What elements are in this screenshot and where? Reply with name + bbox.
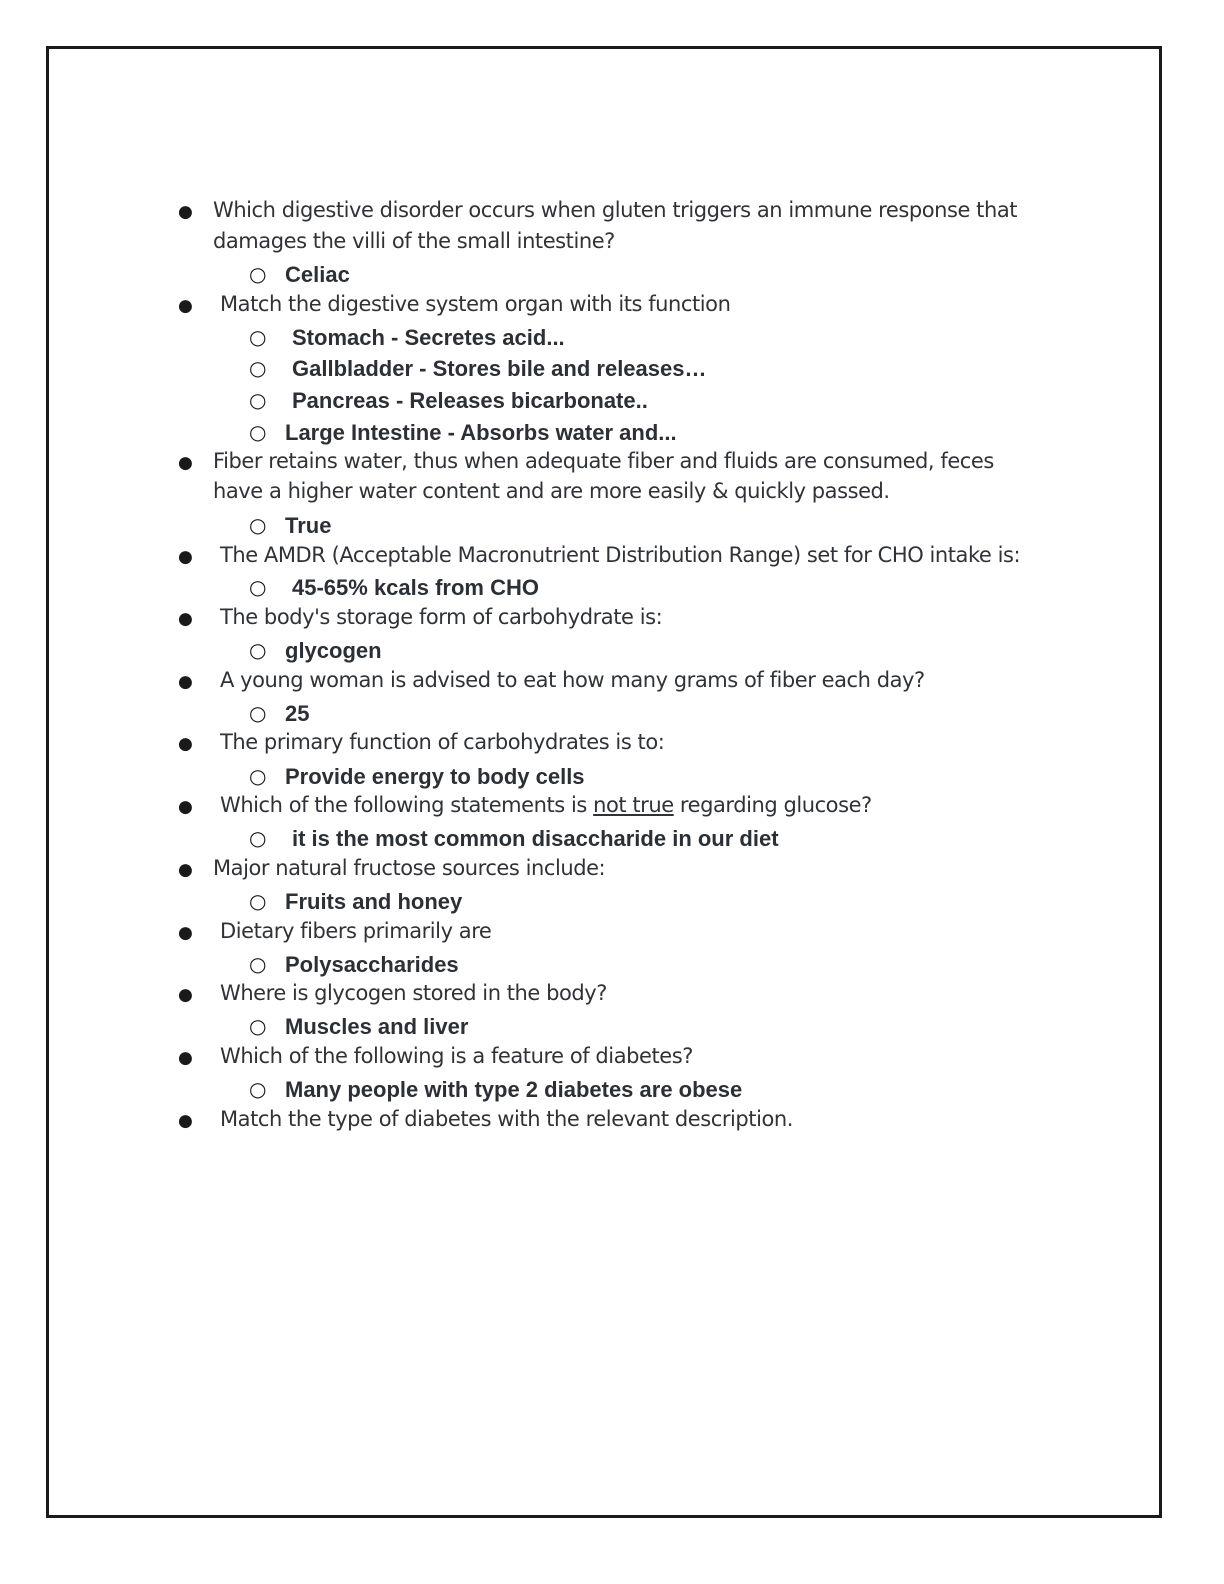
answer-text: Muscles and liver (285, 1014, 469, 1039)
sub-bullet-icon: ○ (249, 764, 267, 788)
answer-text: 25 (285, 701, 310, 726)
bullet-icon: ● (178, 860, 193, 880)
answer-text: Pancreas - Releases bicarbonate.. (292, 388, 648, 413)
bullet-icon: ● (178, 672, 193, 692)
sub-bullet-icon: ○ (249, 420, 267, 444)
question-text: A young woman is advised to eat how many grams of fiber each day? (220, 668, 925, 692)
page-border (46, 46, 1162, 1518)
bullet-icon: ● (178, 734, 193, 754)
answer-text: Polysaccharides (285, 952, 459, 977)
answer-text: Celiac (285, 262, 350, 287)
sub-bullet-icon: ○ (249, 325, 267, 349)
question-text: Dietary fibers primarily are (220, 919, 492, 943)
bullet-icon: ● (178, 296, 193, 316)
answer-text: Provide energy to body cells (285, 764, 585, 789)
question-underlined-text: not true (593, 793, 674, 817)
sub-bullet-icon: ○ (249, 701, 267, 725)
question-text: The primary function of carbohydrates is to: (220, 730, 665, 754)
sub-bullet-icon: ○ (249, 356, 267, 380)
question-text: The AMDR (Acceptable Macronutrient Distribution Range) set for CHO intake is: (220, 543, 1021, 567)
bullet-icon: ● (178, 1048, 193, 1068)
question-text: Match the digestive system organ with its function (220, 292, 731, 316)
sub-bullet-icon: ○ (249, 262, 267, 286)
question-text-continued: damages the villi of the small intestine? (213, 229, 615, 253)
answer-text: True (285, 513, 332, 538)
question-text: Match the type of diabetes with the relevant description. (220, 1107, 793, 1131)
answer-text: Stomach - Secretes acid... (292, 325, 565, 350)
bullet-icon: ● (178, 797, 193, 817)
sub-bullet-icon: ○ (249, 513, 267, 537)
question-text: Which digestive disorder occurs when gluten triggers an immune response that (213, 198, 1018, 222)
question-text-start: Which of the following statements is (220, 793, 594, 817)
sub-bullet-icon: ○ (249, 638, 267, 662)
question-text-continued: have a higher water content and are more easily & quickly passed. (213, 479, 890, 503)
sub-bullet-icon: ○ (249, 826, 267, 850)
answer-text: it is the most common disaccharide in our diet (292, 826, 779, 851)
question-text-end: regarding glucose? (673, 793, 872, 817)
bullet-icon: ● (178, 985, 193, 1005)
answer-text: Gallbladder - Stores bile and releases… (292, 356, 707, 381)
answer-text: Fruits and honey (285, 889, 463, 914)
question-text: The body's storage form of carbohydrate is: (220, 605, 663, 629)
question-text: Major natural fructose sources include: (213, 856, 606, 880)
sub-bullet-icon: ○ (249, 889, 267, 913)
question-text: Fiber retains water, thus when adequate fiber and fluids are consumed, feces (213, 449, 994, 473)
question-text: Where is glycogen stored in the body? (220, 981, 607, 1005)
answer-text: glycogen (285, 638, 382, 663)
sub-bullet-icon: ○ (249, 1077, 267, 1101)
bullet-icon: ● (178, 453, 193, 473)
bullet-icon: ● (178, 923, 193, 943)
answer-text: Many people with type 2 diabetes are obese (285, 1077, 743, 1102)
bullet-icon: ● (178, 1111, 193, 1131)
bullet-icon: ● (178, 609, 193, 629)
question-text (220, 793, 872, 817)
sub-bullet-icon: ○ (249, 1014, 267, 1038)
sub-bullet-icon: ○ (249, 388, 267, 412)
bullet-icon: ● (178, 547, 193, 567)
bullet-icon: ● (178, 202, 193, 222)
sub-bullet-icon: ○ (249, 952, 267, 976)
sub-bullet-icon: ○ (249, 575, 267, 599)
question-text: Which of the following is a feature of diabetes? (220, 1044, 693, 1068)
answer-text: Large Intestine - Absorbs water and... (285, 420, 677, 445)
answer-text: 45-65% kcals from CHO (292, 575, 539, 600)
